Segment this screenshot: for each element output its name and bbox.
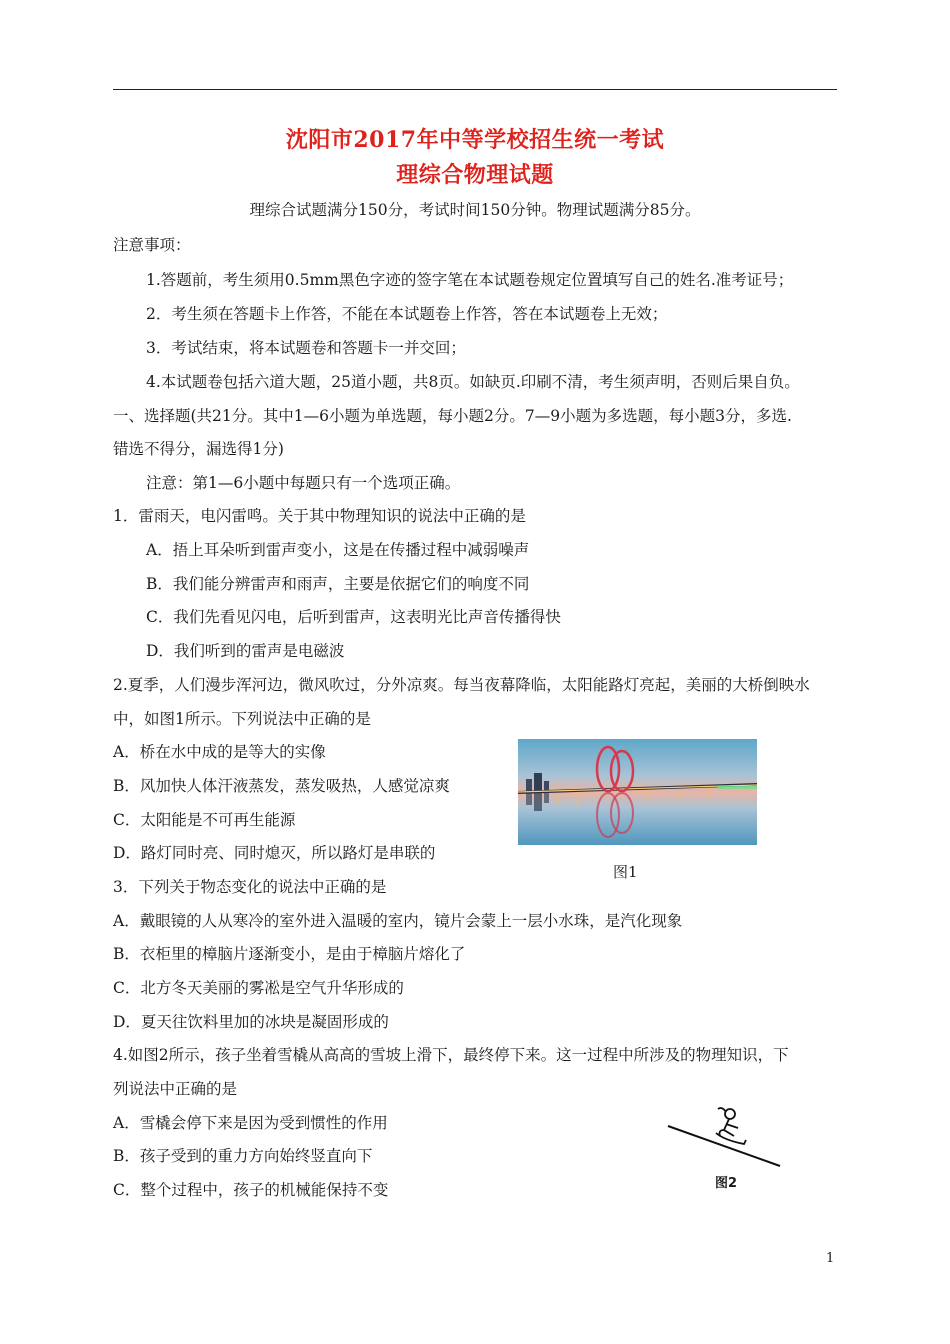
question-option: D．路灯同时亮、同时熄灭，所以路灯是串联的 xyxy=(113,844,436,862)
note-item: 1.答题前，考生须用0.5mm黑色字迹的签字笔在本试题卷规定位置填写自己的姓名.准考证号； xyxy=(146,271,794,289)
question-option: D．夏天往饮料里加的冰块是凝固形成的 xyxy=(113,1013,389,1031)
question-stem: 4.如图2所示，孩子坐着雪橇从高高的雪坡上滑下，最终停下来。这一过程中所涉及的物理知识，下 xyxy=(113,1046,789,1064)
question-option: B．我们能分辨雷声和雨声，主要是依据它们的响度不同 xyxy=(146,575,530,593)
figure2-caption: 图2 xyxy=(715,1176,738,1191)
note-item: 4.本试题卷包括六道大题，25道小题，共8页。如缺页.印刷不清，考生须声明，否则后果自负。 xyxy=(146,373,800,391)
note-item: 2．考生须在答题卡上作答，不能在本试题卷上作答，答在本试题卷上无效； xyxy=(146,305,668,323)
question-option: C．我们先看见闪电，后听到雷声，这表明光比声音传播得快 xyxy=(146,608,561,626)
question-option: B．风加快人体汗液蒸发，蒸发吸热，人感觉凉爽 xyxy=(113,777,450,795)
exam-subject-title: 理综合物理试题 xyxy=(396,162,554,188)
question-option: C．太阳能是不可再生能源 xyxy=(113,811,296,829)
question-stem-cont: 中，如图1所示。下列说法中正确的是 xyxy=(113,710,371,728)
page-number: 1 xyxy=(826,1251,835,1266)
notes-heading: 注意事项： xyxy=(113,236,191,254)
question-stem: 1．雷雨天，电闪雷鸣。关于其中物理知识的说法中正确的是 xyxy=(113,507,526,525)
question-option: C．整个过程中，孩子的机械能保持不变 xyxy=(113,1181,389,1199)
bridge-photo xyxy=(518,739,757,845)
question-option: C．北方冬天美丽的雾凇是空气升华形成的 xyxy=(113,979,404,997)
section-note: 注意：第1—6小题中每题只有一个选项正确。 xyxy=(146,474,461,492)
header-rule xyxy=(113,89,837,90)
question-option: D．我们听到的雷声是电磁波 xyxy=(146,642,345,660)
section-heading-cont: 错选不得分，漏选得1分) xyxy=(113,440,284,458)
figure1-caption: 图1 xyxy=(613,863,638,881)
exam-title: 沈阳市2017年中等学校招生统一考试 xyxy=(285,127,665,153)
section-heading: 一、选择题(共21分。其中1—6小题为单选题，每小题2分。7—9小题为多选题，每小题3分，多选. xyxy=(113,407,792,425)
question-option: A．雪橇会停下来是因为受到惯性的作用 xyxy=(113,1114,388,1132)
exam-subtitle: 理综合试题满分150分，考试时间150分钟。物理试题满分85分。 xyxy=(249,201,701,219)
question-stem: 3．下列关于物态变化的说法中正确的是 xyxy=(113,878,387,896)
question-stem: 2.夏季，人们漫步浑河边，微风吹过，分外凉爽。每当夜幕降临，太阳能路灯亮起，美丽的大桥倒映水 xyxy=(113,676,810,694)
question-option: A．捂上耳朵听到雷声变小，这是在传播过程中减弱噪声 xyxy=(146,541,530,559)
question-option: B．孩子受到的重力方向始终竖直向下 xyxy=(113,1147,373,1165)
question-option: A．桥在水中成的是等大的实像 xyxy=(113,743,326,761)
note-item: 3．考试结束，将本试题卷和答题卡一并交回； xyxy=(146,339,466,357)
question-stem-cont: 列说法中正确的是 xyxy=(113,1080,238,1098)
question-option: A．戴眼镜的人从寒冷的室外进入温暖的室内，镜片会蒙上一层小水珠，是汽化现象 xyxy=(113,912,683,930)
question-option: B．衣柜里的樟脑片逐渐变小，是由于樟脑片熔化了 xyxy=(113,945,466,963)
